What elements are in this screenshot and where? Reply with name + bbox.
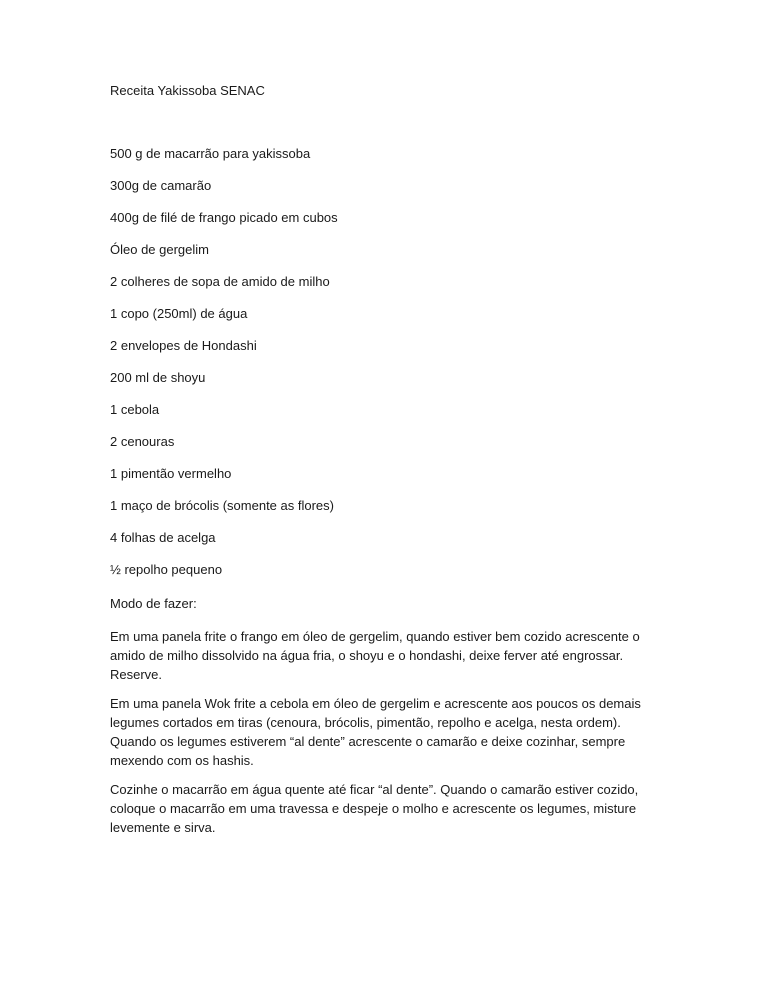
method-steps bbox=[110, 627, 650, 847]
ingredient-item: 2 envelopes de Hondashi bbox=[110, 338, 257, 353]
ingredient-item: 1 copo (250ml) de água bbox=[110, 306, 248, 321]
ingredient-item: 1 pimentão vermelho bbox=[110, 466, 232, 481]
ingredient-item: Óleo de gergelim bbox=[110, 242, 209, 257]
ingredient-item: 500 g de macarrão para yakissoba bbox=[110, 146, 311, 161]
method-heading: Modo de fazer: bbox=[110, 596, 197, 611]
ingredient-item: 400g de filé de frango picado em cubos bbox=[110, 210, 338, 225]
document-body bbox=[110, 83, 650, 835]
ingredient-item: 200 ml de shoyu bbox=[110, 370, 206, 385]
method-step: Em uma panela frite o frango em óleo de gergelim, quando estiver bem cozido acrescente o amido de milho dissolvido na água fria, o shoyu e o hondashi, deixe ferver até engrossar. Reserve. bbox=[110, 629, 640, 682]
ingredient-list bbox=[110, 146, 338, 594]
ingredient-item: 300g de camarão bbox=[110, 178, 212, 193]
ingredient-item: 2 colheres de sopa de amido de milho bbox=[110, 274, 330, 289]
ingredient-item: 1 maço de brócolis (somente as flores) bbox=[110, 498, 334, 513]
ingredient-item: 1 cebola bbox=[110, 402, 160, 417]
recipe-title: Receita Yakissoba SENAC bbox=[110, 83, 265, 98]
method-step: Cozinhe o macarrão em água quente até ficar “al dente”. Quando o camarão estiver cozido, coloque o macarrão em uma travessa e despeje o molho e acrescente os legumes, misture levemente e sirva. bbox=[110, 782, 639, 835]
ingredient-item: ½ repolho pequeno bbox=[110, 562, 223, 577]
ingredient-item: 4 folhas de acelga bbox=[110, 530, 216, 545]
method-step: Em uma panela Wok frite a cebola em óleo de gergelim e acrescente aos poucos os demais legumes cortados em tiras (cenoura, brócolis, pimentão, repolho e acelga, nesta ordem). Quando os legumes estiverem “al dente” acrescente o camarão e deixe cozinhar, sempre mexendo com os hashis. bbox=[110, 696, 641, 768]
ingredient-item: 2 cenouras bbox=[110, 434, 175, 449]
